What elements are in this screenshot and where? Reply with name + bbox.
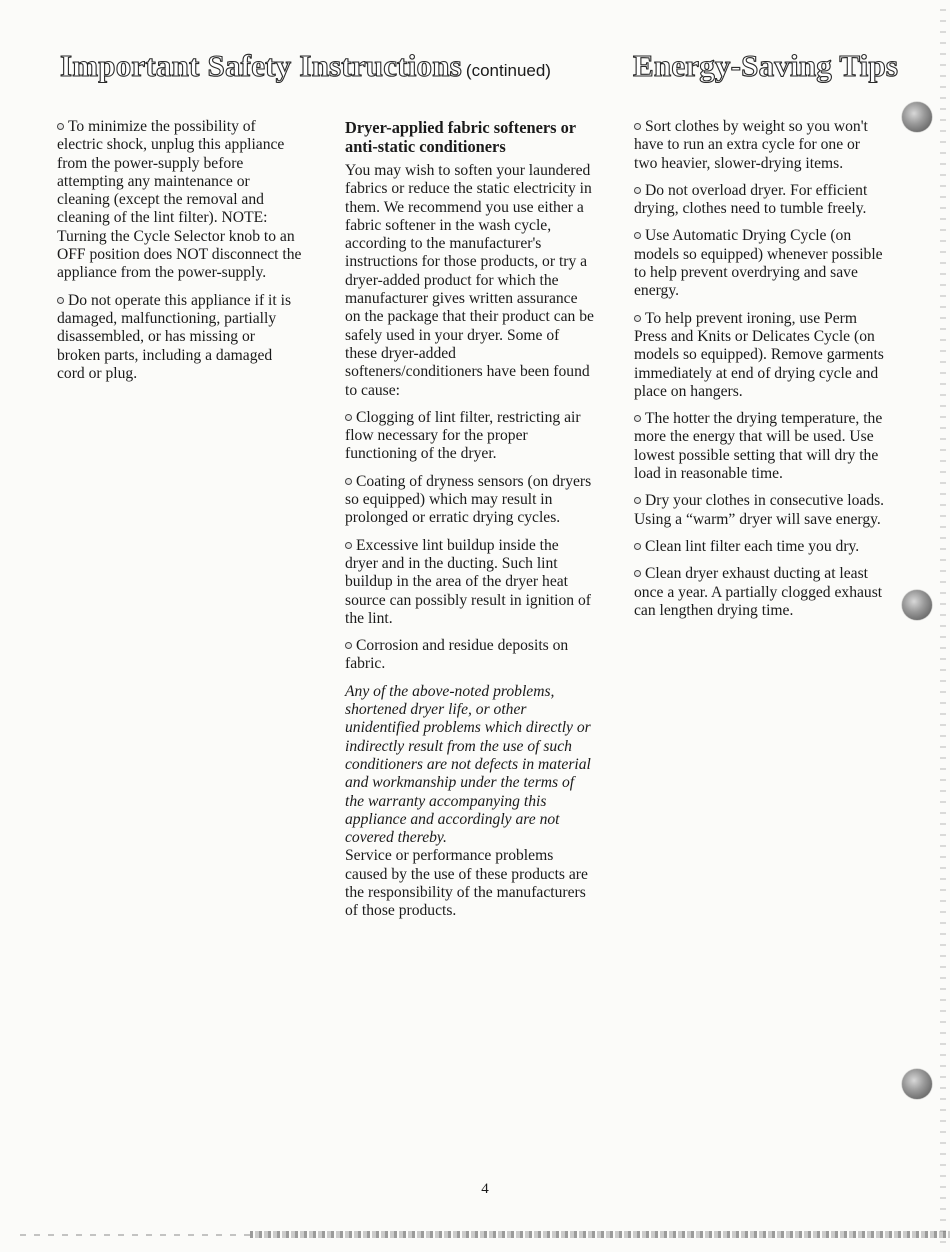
tip-item-text: Do not overload dryer. For efficient drying, clothes need to tumble freely. bbox=[634, 181, 868, 218]
safety-item bbox=[57, 292, 302, 383]
tip-item bbox=[634, 410, 886, 483]
tip-item bbox=[634, 310, 886, 401]
tip-item bbox=[634, 182, 886, 219]
bullet-icon bbox=[634, 187, 641, 194]
scan-artifact-line bbox=[20, 1234, 250, 1236]
tip-item bbox=[634, 118, 886, 173]
bullet-icon bbox=[634, 543, 641, 550]
safety-column bbox=[57, 118, 302, 392]
tip-item-text: To help prevent ironing, use Perm Press and Knits or Delicates Cycle (on models so equipped). Remove garments immediately at end of drying cycle and place on hangers. bbox=[634, 309, 884, 400]
softeners-column bbox=[345, 118, 595, 921]
tip-item bbox=[634, 492, 886, 529]
softeners-item-text: Clogging of lint filter, restricting air flow necessary for the proper functioning of the dryer. bbox=[345, 408, 581, 463]
safety-item-text: To minimize the possibility of electric shock, unplug this appliance from the power-supply before attempting any maintenance or cleaning (except the removal and cleaning of the lint filter). NOTE: Turning the Cycle Selector knob to an OFF position does NOT disconnect the appliance from the power-supply. bbox=[57, 118, 302, 282]
bullet-icon bbox=[57, 123, 64, 130]
tip-item bbox=[634, 227, 886, 300]
scan-artifact-bar bbox=[250, 1231, 950, 1238]
page-number: 4 bbox=[481, 1181, 489, 1197]
bullet-icon bbox=[345, 478, 352, 485]
service-note: Service or performance problems caused by the use of these products are the responsibility of the manufacturers of those products. bbox=[345, 847, 588, 920]
softeners-item-text: Excessive lint buildup inside the dryer and in the ducting. Such lint buildup in the area of the dryer heat source can possibly result in ignition of the lint. bbox=[345, 536, 591, 627]
softeners-intro: You may wish to soften your laundered fabrics or reduce the static electricity in them. We recommend you use either a fabric softener in the wash cycle, according to the manufacturer's instructions for those products, or try a dryer-added product for which the manufacturer gives written assurance on the package that their product can be safely used in your dryer. Some of these dryer-added softeners/conditioners have been found to cause: bbox=[345, 162, 594, 399]
tip-item-text: Use Automatic Drying Cycle (on models so equipped) whenever possible to help prevent overdrying and save energy. bbox=[634, 227, 883, 300]
softeners-item bbox=[345, 537, 595, 628]
bullet-icon bbox=[634, 123, 641, 130]
energy-tips-column bbox=[634, 118, 886, 629]
binder-hole-icon bbox=[902, 102, 932, 132]
bullet-icon bbox=[345, 542, 352, 549]
tip-item-text: Dry your clothes in consecutive loads. Using a “warm” dryer will save energy. bbox=[634, 492, 885, 528]
tip-item-text: Clean lint filter each time you dry. bbox=[645, 537, 860, 555]
softeners-subheading: Dryer-applied fabric softeners or anti-static conditioners bbox=[345, 118, 576, 156]
tip-item-text: The hotter the drying temperature, the more the energy that will be used. Use lowest possible setting that will dry the load in reasonable time. bbox=[634, 410, 883, 483]
safety-instructions-heading bbox=[60, 48, 551, 84]
safety-heading-text: Important Safety Instructions bbox=[60, 48, 462, 83]
safety-item-text: Do not operate this appliance if it is damaged, malfunctioning, partially disassembled, or has missing or broken parts, including a damaged cord or plug. bbox=[57, 291, 292, 382]
bullet-icon bbox=[634, 415, 641, 422]
binder-hole-icon bbox=[902, 1069, 932, 1099]
energy-tips-heading: Energy-Saving Tips bbox=[633, 48, 899, 83]
tip-item bbox=[634, 565, 886, 620]
bullet-icon bbox=[345, 642, 352, 649]
bullet-icon bbox=[634, 497, 641, 504]
tip-item-text: Clean dryer exhaust ducting at least once a year. A partially clogged exhaust can lengthen drying time. bbox=[634, 565, 883, 619]
binder-hole-icon bbox=[902, 590, 932, 620]
softeners-item bbox=[345, 473, 595, 528]
bullet-icon bbox=[634, 570, 641, 577]
safety-item bbox=[57, 118, 302, 283]
scan-edge-marks bbox=[940, 0, 946, 1252]
softeners-item bbox=[345, 409, 595, 464]
continued-label: (continued) bbox=[465, 61, 551, 80]
softeners-item bbox=[345, 637, 595, 674]
bullet-icon bbox=[634, 315, 641, 322]
softeners-item-text: Coating of dryness sensors (on dryers so equipped) which may result in prolonged or erratic drying cycles. bbox=[345, 472, 592, 527]
tip-item bbox=[634, 538, 886, 556]
bullet-icon bbox=[634, 232, 641, 239]
tip-item-text: Sort clothes by weight so you won't have to run an extra cycle for one or two heavier, slower-drying items. bbox=[634, 118, 868, 172]
bullet-icon bbox=[345, 414, 352, 421]
warranty-note: Any of the above-noted problems, shortened dryer life, or other unidentified problems which directly or indirectly result from the use of such conditioners are not defects in material and workmanship under the terms of the warranty accompanying this appliance and accordingly are not covered thereby. bbox=[345, 682, 591, 847]
softeners-item-text: Corrosion and residue deposits on fabric. bbox=[345, 637, 569, 673]
bullet-icon bbox=[57, 297, 64, 304]
